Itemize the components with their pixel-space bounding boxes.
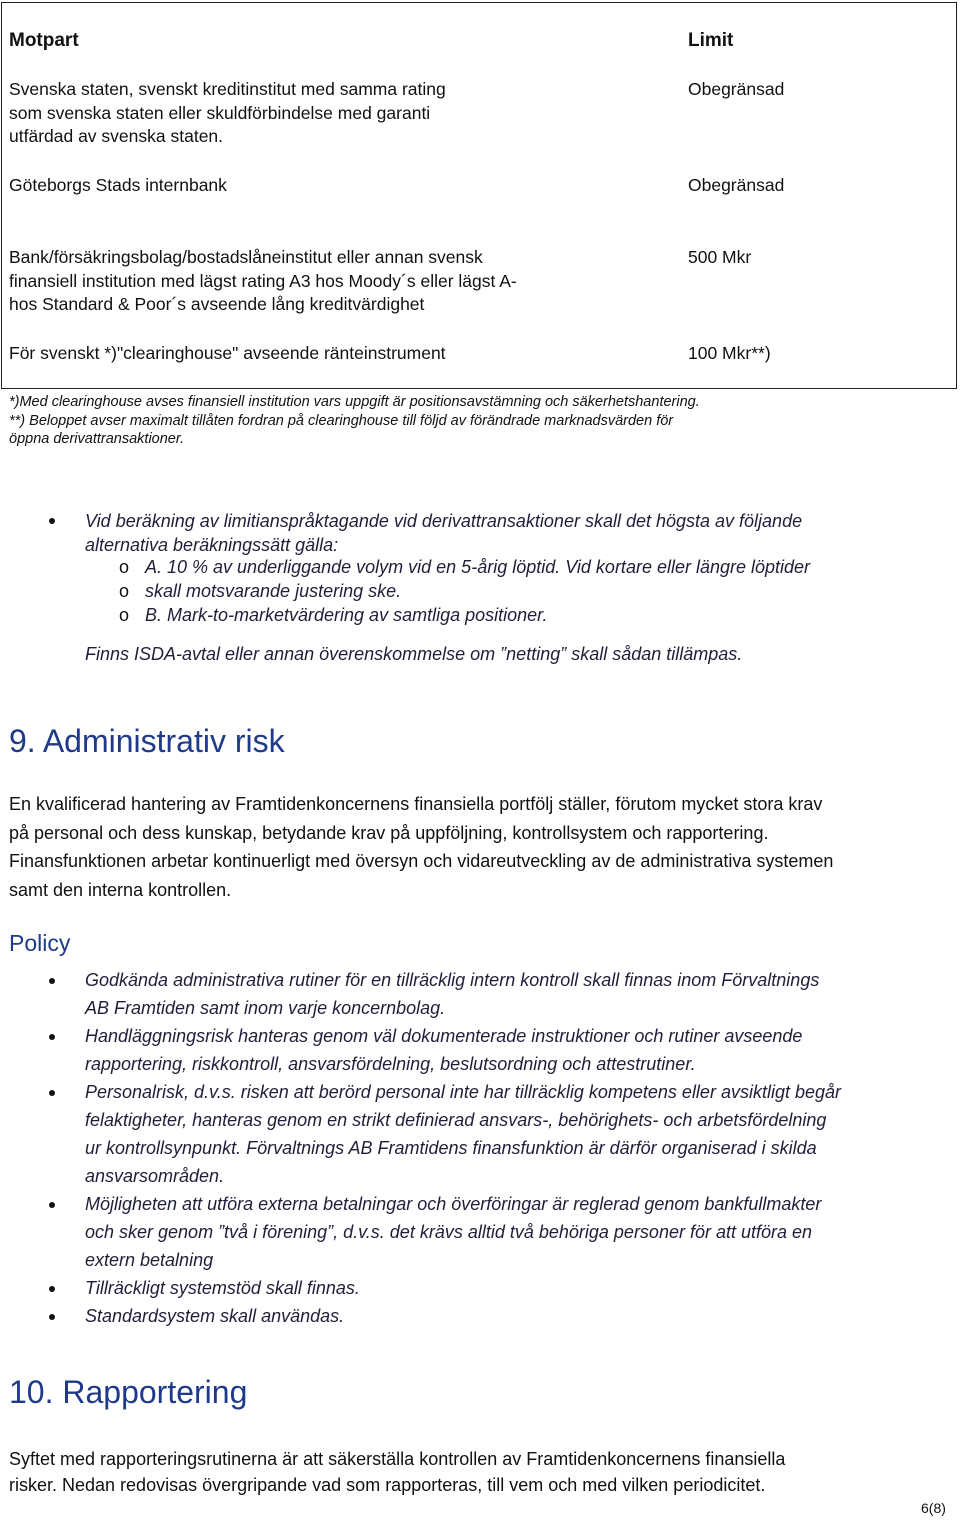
policy-item-2: Handläggningsrisk hanteras genom väl dokumenterade instruktioner och rutiner avseende rapportering, riskkontroll, ansvarsfördelning, beslutsordning och attestrutiner. xyxy=(85,1026,803,1074)
sub-bullet-icon: o xyxy=(119,605,130,625)
sub-item-b: B. Mark-to-marketvärdering av samtliga positioner. xyxy=(145,605,548,625)
section-9-paragraph: En kvalificerad hantering av Framtidenkoncernens finansiella portfölj ställer, förutom mycket stora krav på personal och dess kunskap, betydande krav på uppföljning, kontrollsystem och rapportering. Finansfunktionen arbetar kontinuerligt med översyn och vidareutveckling av de administrativa systemen samt den interna kontrollen. xyxy=(9,794,834,900)
sub-bullet-icon: o xyxy=(119,557,130,577)
table-row-4-counterparty: För svenskt *)"clearinghouse" avseende ränteinstrument xyxy=(9,343,446,363)
col-header-motpart: Motpart xyxy=(9,30,79,51)
table-row-1-counterparty: Svenska staten, svenskt kreditinstitut med samma rating som svenska staten eller skuldförbindelse med garanti utfärdad av svenska staten. xyxy=(9,79,446,146)
section-10-paragraph: Syftet med rapporteringsrutinerna är att säkerställa kontrollen av Framtidenkoncernens finansiella risker. Nedan redovisas övergripande vad som rapporteras, till vem och med vilken periodicitet. xyxy=(9,1449,786,1495)
policy-heading: Policy xyxy=(9,930,71,956)
footnote-clearinghouse: *)Med clearinghouse avses finansiell institution vars uppgift är positionsavstämning och säkerhetshantering. xyxy=(9,394,700,410)
table-row-2-counterparty: Göteborgs Stads internbank xyxy=(9,175,227,195)
policy-item-6: Standardsystem skall användas. xyxy=(85,1306,345,1326)
policy-item-4: Möjligheten att utföra externa betalningar och överföringar är reglerad genom bankfullmakter och sker genom ”två i förening”, d.v.s. det krävs alltid två behöriga personer för att utföra en extern betalning xyxy=(85,1194,822,1270)
policy-item-1: Godkända administrativa rutiner för en tillräcklig intern kontroll skall finnas inom Förvaltnings AB Framtiden samt inom varje koncernbolag. xyxy=(85,970,820,1018)
table-row-3-limit: 500 Mkr xyxy=(688,247,752,267)
policy-item-3: Personalrisk, d.v.s. risken att berörd personal inte har tillräcklig kompetens eller avsiktligt begår felaktigheter, hanteras genom en strikt definierad ansvars-, behörighets- och arbetsfördelning ur kontrollsynpunkt. Förvaltnings AB Framtidens finansfunktion är därför organiserad i skilda ansvarsområden. xyxy=(85,1082,841,1186)
derivative-bullet-text: Vid beräkning av limitianspråktagande vid derivattransaktioner skall det högsta av följande alternativa beräkningssätt gälla: xyxy=(85,511,803,555)
bullet-icon xyxy=(49,978,55,984)
page-number: 6(8) xyxy=(921,1500,946,1516)
table-row-4-limit: 100 Mkr**) xyxy=(688,343,771,363)
section-9-heading: 9. Administrativ risk xyxy=(9,723,285,759)
policy-item-5: Tillräckligt systemstöd skall finnas. xyxy=(85,1278,360,1298)
sub-bullet-icon: o xyxy=(119,581,130,601)
bullet-icon xyxy=(49,1314,55,1320)
table-row-3-counterparty: Bank/försäkringsbolag/bostadslåneinstitut eller annan svensk finansiell institution med lägst rating A3 hos Moody´s eller lägst A- hos Standard & Poor´s avseende lång kreditvärdighet xyxy=(9,247,517,314)
bullet-icon xyxy=(49,1286,55,1292)
bullet-icon xyxy=(49,1202,55,1208)
section-10-heading: 10. Rapportering xyxy=(9,1374,248,1410)
footnote-amount-line-1: **) Beloppet avser maximalt tillåten fordran på clearinghouse till följd av förändrade marknadsvärden för xyxy=(9,413,674,429)
sub-item-a-cont: skall motsvarande justering ske. xyxy=(145,581,402,601)
table-row-2-limit: Obegränsad xyxy=(688,175,785,195)
col-header-limit: Limit xyxy=(688,30,734,51)
bullet-icon xyxy=(49,518,55,524)
isda-note: Finns ISDA-avtal eller annan överenskommelse om ”netting” skall sådan tillämpas. xyxy=(85,644,743,664)
sub-item-a: A. 10 % av underliggande volym vid en 5-årig löptid. Vid kortare eller längre löptider xyxy=(145,557,811,577)
bullet-icon xyxy=(49,1034,55,1040)
table-row-1-limit: Obegränsad xyxy=(688,79,785,99)
footnote-amount-line-2: öppna derivattransaktioner. xyxy=(9,431,185,447)
bullet-icon xyxy=(49,1090,55,1096)
